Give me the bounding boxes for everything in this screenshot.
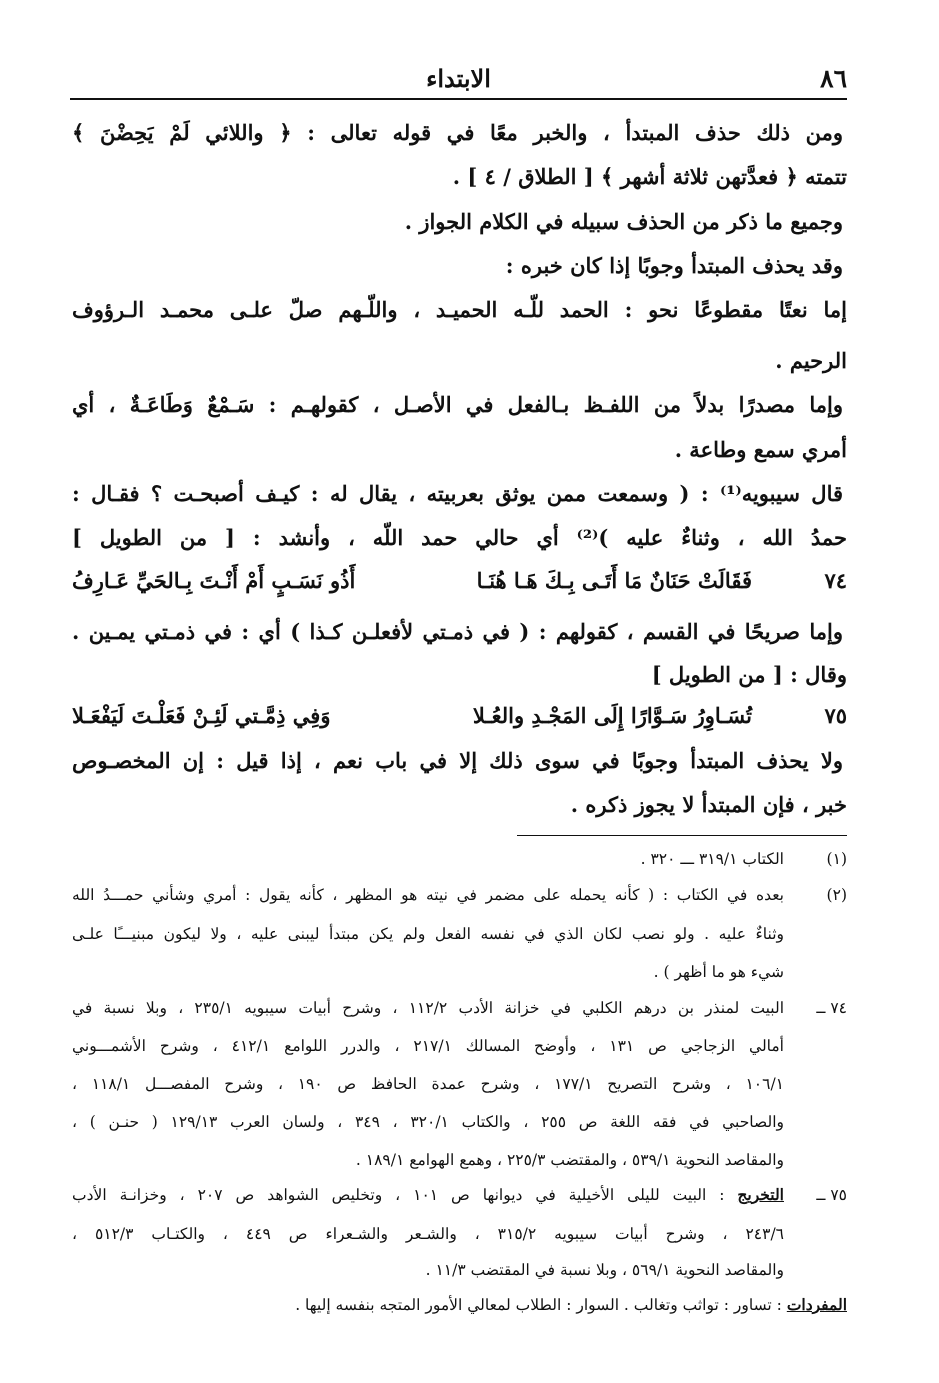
verse-number: ٧٥ (824, 703, 847, 728)
footnote-line: بعده في الكتاب : ( كأنه يحمله على مضمر في نيته هو المظهر ، كأنه يقول : أمري وشأني حمـــدُ الله (72, 886, 784, 904)
body-line: وجميع ما ذكر من الحذف سبيله في الكلام الجواز . (404, 209, 843, 234)
page-header (70, 64, 847, 98)
footnote-line: والمقاصد النحوية ٥٦٩/١ ، وبلا نسبة في المقتضب ١١/٣ . (425, 1261, 784, 1279)
body-line: قال سيبويه⁽¹⁾ : ( وسمعت ممن يوثق بعربيته ، يقال له : كيـف أصبحـت ؟ فقـال : (72, 481, 844, 506)
body-line: تتمته ﴿ فعدَّتهن ثلاثة أشهر ﴾ [ الطلاق / ٤ ] . (452, 164, 847, 189)
verse-first-hemistich: تُسَـاوِرُ سَـوَّارًا إِلَى المَجْـدِ والعُـلا (472, 703, 752, 728)
footnote-line: وثناءٌ عليه . ولو نصب لكان الذي في نفسه الفعل ولم يكن مبتدأ ليبنى عليه ، ولا ليكون مبنيـــًا علـى (72, 925, 784, 943)
body-line: وقد يحذف المبتدأ وجوبًا إذا كان خبره : (505, 253, 843, 278)
footnote-line: شيء هو ما أظهر ) . (653, 963, 784, 981)
footnote-line: أمالي الزجاجي ص ١٣١ ، وأوضح المسالك ٢١٧/١ ، والدرر اللوامع ٤١٢/١ ، وشرح الأشمـــوني (72, 1037, 784, 1055)
vocabulary-line (295, 1296, 847, 1315)
footnote-mark: ٧٤ ــ (816, 999, 847, 1017)
footnote-rule (517, 835, 847, 836)
footnote-line: والمقاصد النحوية ٥٣٩/١ ، والمقتضب ٢٢٥/٣ ، وهمع الهوامع ١٨٩/١ . (355, 1151, 784, 1169)
verse-second-hemistich: أَذُو نَسَـبٍ أَمْ أَنْـتَ بِـالحَيِّ عَـارِفُ (72, 568, 356, 593)
footnote-line (72, 1186, 784, 1205)
body-line: وإما صريحًا في القسم ، كقولهم : ( في ذمـتي لأفعلـن كـذا ) أي : في ذمـتي يمـين . (72, 619, 843, 644)
header-rule (70, 98, 847, 100)
running-title: الابتداء (426, 64, 491, 93)
page-number: ٨٦ (820, 64, 847, 93)
body-line: وقال : [ من الطويل ] (651, 662, 847, 687)
vocabulary-term: المفردات (786, 1295, 847, 1314)
verse-second-hemistich: وَفِي ذِمَّـتي لَئِـنْ فَعَلْـتَ لَيَفْعَـلا (72, 703, 331, 728)
verse-first-hemistich: فَقَالَتْ حَنَانٌ مَا أَتَـى بِـكَ هَـا هُنَـا (476, 568, 752, 593)
footnote-line: ١٠٦/١ ، وشرح التصريح ١٧٧/١ ، وشرح عمدة الحافظ ص ١٩٠ ، وشرح المفصـــل ١١٨/١ ، (72, 1075, 784, 1093)
body-line: حمدُ الله ، وثناءٌ عليه )⁽²⁾ أي حالي حمد اللّه ، وأنشد : [ من الطويل ] (72, 525, 847, 550)
body-line: وإما مصدرًا بدلاً من اللفـظ بـالفعل في الأصـل ، كقولهـم : سَـمْعٌ وَطَاعَـةٌ ، أي (72, 392, 843, 417)
vocabulary-text: : تساور : تواثب وتغالب . السوار : الطلاب لمعالي الأمور المتجه بنفسه إليها . (295, 1296, 782, 1314)
body-line: ولا يحذف المبتدأ وجوبًا في سوى ذلك إلا في باب نعم ، إذا قيل : إن المخصـوص (72, 748, 843, 773)
body-line: ومن ذلك حذف المبتدأ ، والخبر معًا في قوله تعالى : ﴿ واللائي لَمْ يَحِضْنَ ﴾ (72, 120, 843, 145)
footnote-mark: (١) (826, 850, 847, 868)
verse-75 (72, 703, 847, 737)
verse-number: ٧٤ (824, 568, 847, 593)
body-line: خبر ، فإن المبتدأ لا يجوز ذكره . (570, 792, 847, 817)
body-line: أمري سمع وطاعة . (674, 437, 847, 462)
footnote-mark: (٢) (826, 886, 847, 904)
verse-74 (72, 568, 847, 602)
footnote-line: ٢٤٣/٦ ، وشرح أبيات سيبويه ٣١٥/٢ ، والشـعر والشـعراء ص ٤٤٩ ، والكتـاب ٥١٢/٣ ، (72, 1225, 784, 1243)
footnote-text: : البيت لليلى الأخيلية في ديوانها ص ١٠١ ، وتخليص الشواهد ص ٢٠٧ ، وخزانـة الأدب (72, 1186, 725, 1204)
footnote-line: البيت لمنذر بن درهم الكلبي في خزانة الأدب ١١٢/٢ ، وشرح أبيات سيبويه ٢٣٥/١ ، وبلا نسبة في (72, 999, 784, 1017)
footnote-term: التخريج (737, 1185, 784, 1204)
footnote-mark: ٧٥ ــ (816, 1186, 847, 1204)
footnote-line: الكتاب ٣١٩/١ ـــ ٣٢٠ . (640, 850, 784, 868)
footnote-line: والصاحبي في فقه اللغة ص ٢٥٥ ، والكتاب ٣٢٠/١ ، ٣٤٩ ، ولسان العرب ١٢٩/١٣ ( حنـن ) ، (72, 1113, 784, 1131)
body-line: إما نعتًا مقطوعًا نحو : الحمد للّـه الحميـد ، واللّـهم صلّ علـى محمـد الـرؤوف (72, 297, 847, 322)
body-line: الرحيم . (775, 348, 847, 373)
